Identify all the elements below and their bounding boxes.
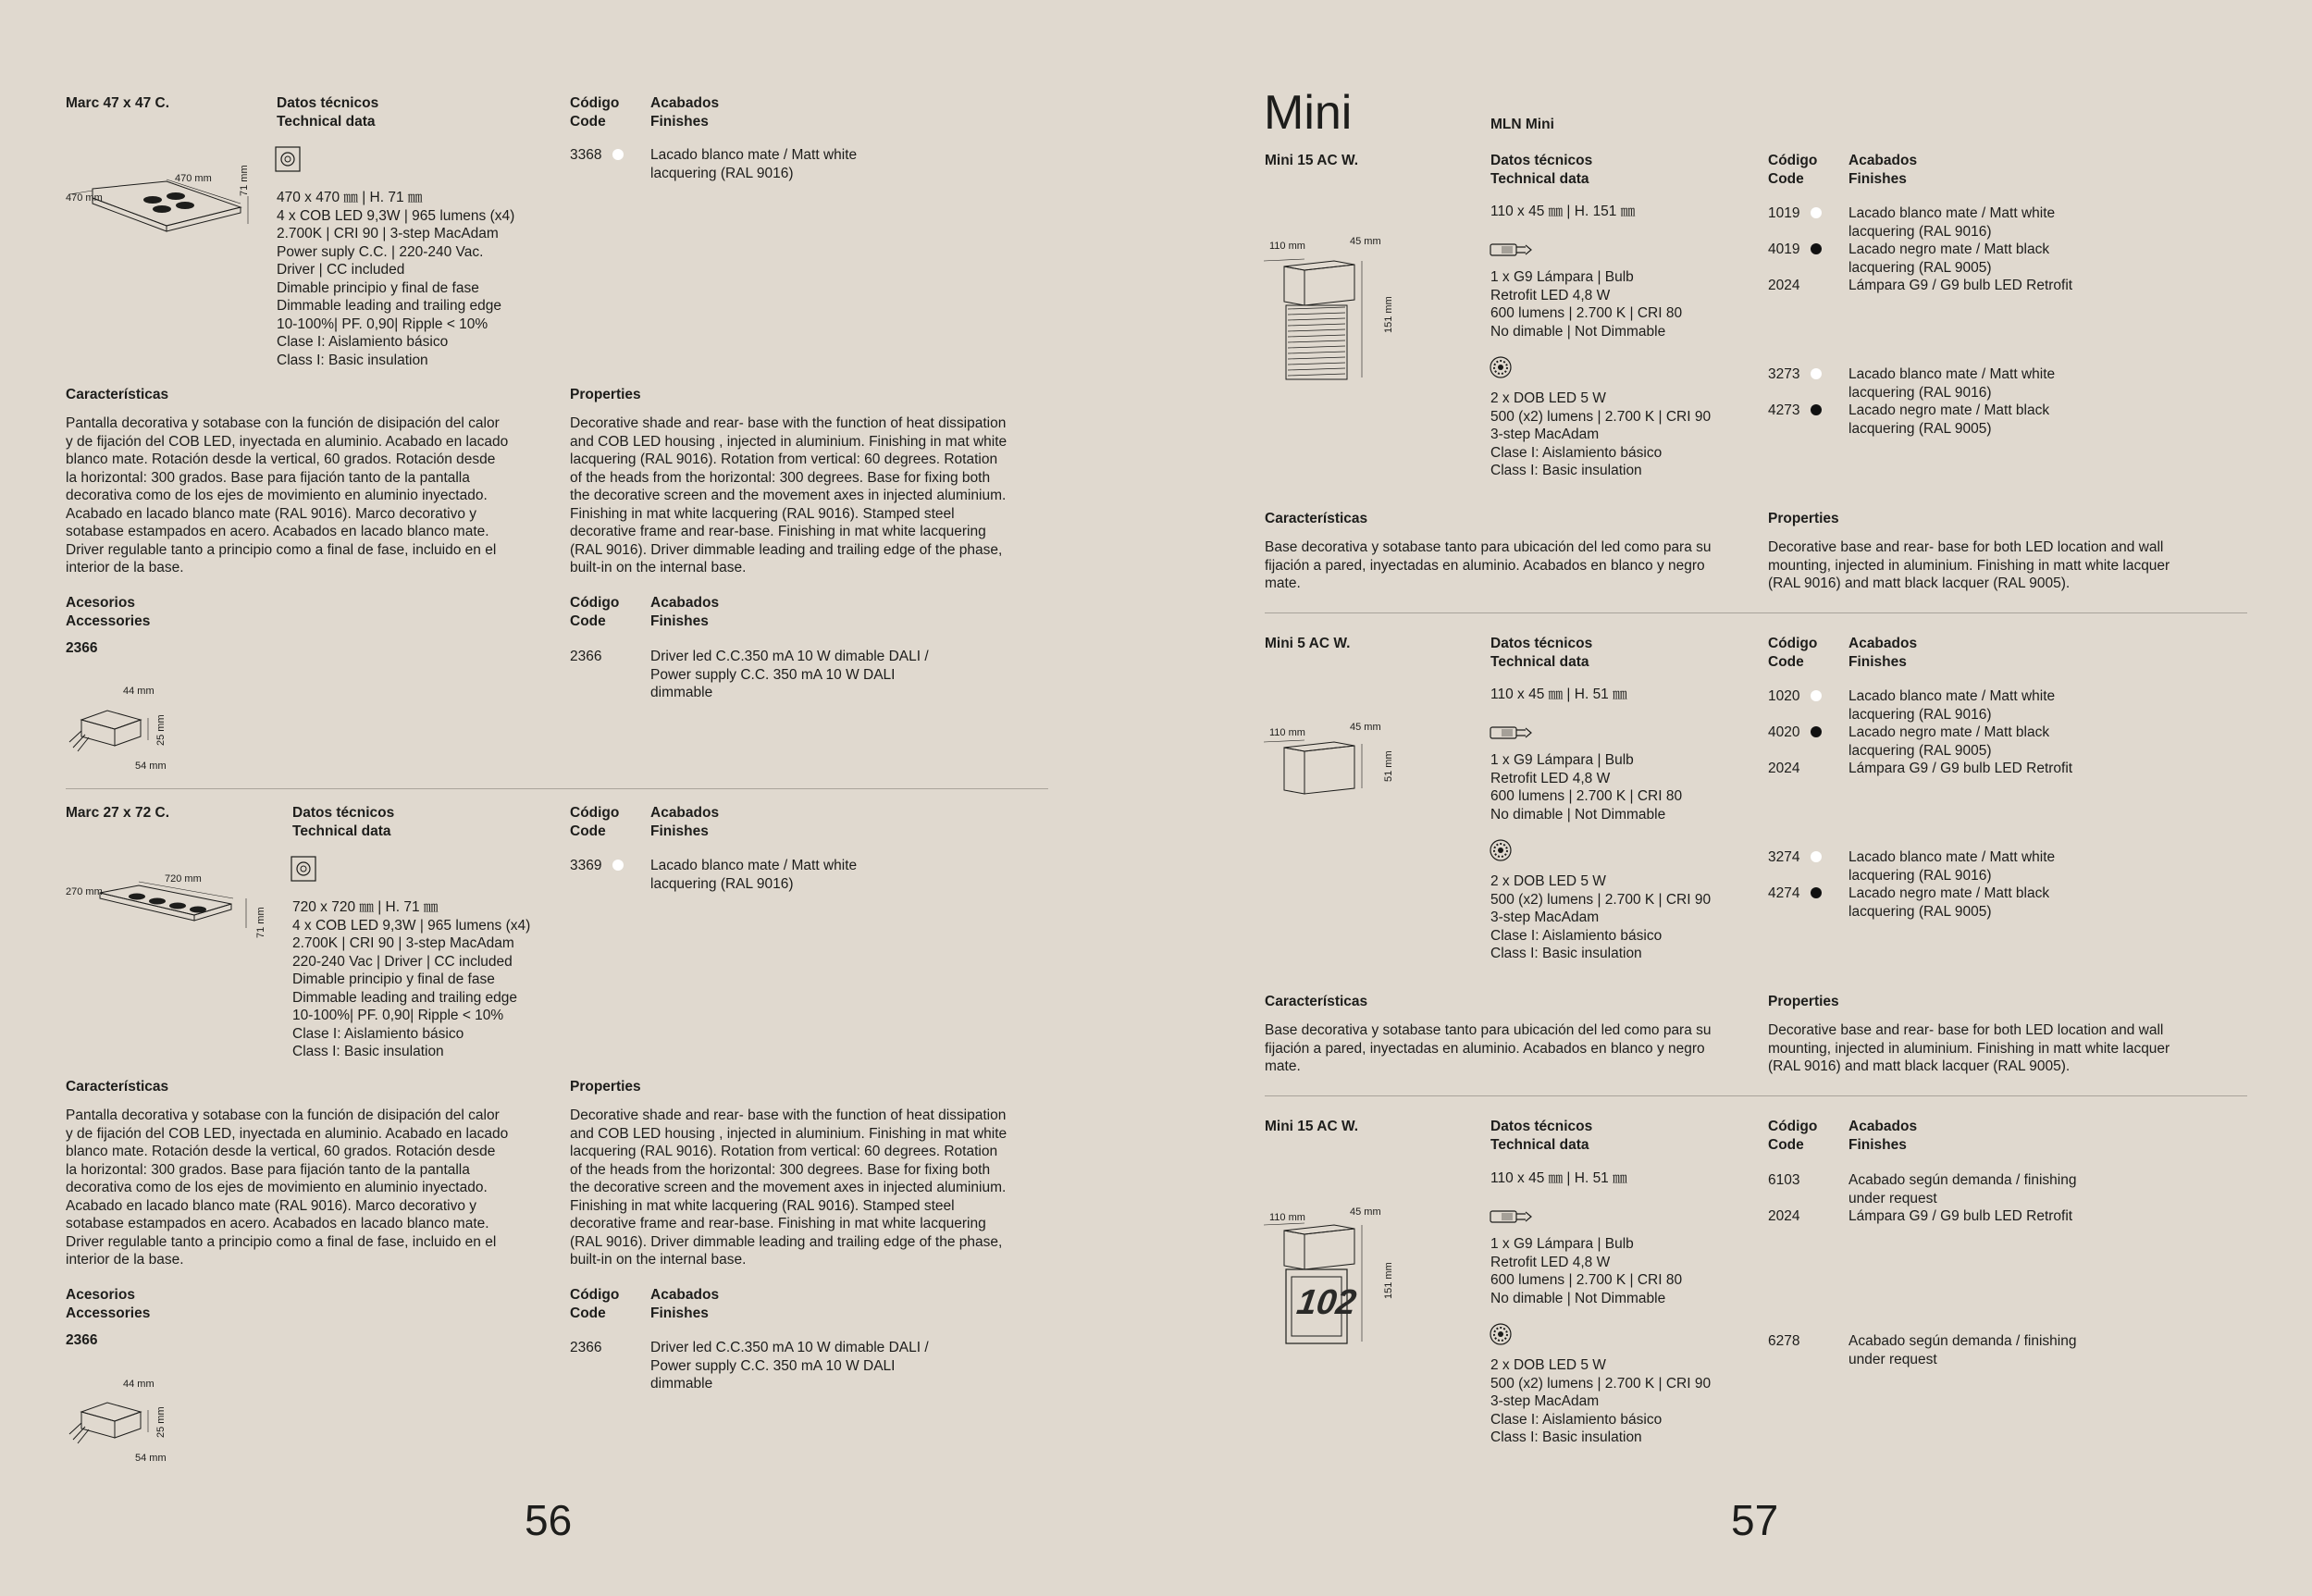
product-name: Mini 15 AC W.	[1265, 1119, 1359, 1134]
dim-label: 110 mm	[1269, 241, 1305, 252]
characteristics-text: Pantalla decorativa y sotabase con la función de disipación del calor y de fijación del COB LED, inyectada en aluminio. Acabado en lacado blanco mate. Rotación desde la vertical, 60 grados. Rotación desde la horizontal: 300 grados. Base para fijación tanto de la pantalla decorativa como de los ejes de movimiento en aluminio inyectado. Acabado en lacado blanco mate (RAL 9016). Marco decorativo y sotabase estampados en acero. Acabados en lacado blanco mate. Driver regulable tanto a principio como a final de fase, incluido en el interior de la base.	[66, 415, 509, 575]
white-dot-icon	[1811, 368, 1822, 379]
black-dot-icon	[1811, 243, 1822, 254]
code-value: 4274	[1768, 885, 1800, 901]
bulb-text: 1 x G9 Lámpara | Bulb Retrofit LED 4,8 W 600 lumens | 2.700 K | CRI 80 No dimable | Not Dimmable	[1490, 1236, 1683, 1306]
code-value: 3273	[1768, 366, 1800, 382]
white-dot-icon	[1811, 207, 1822, 218]
properties-text: Decorative shade and rear- base with the function of heat dissipation and COB LED housing , injected in aluminium. Finishing in mat white lacquering (RAL 9016). Rotation from vertical: 60 degrees. Rotation of the heads from the horizontal: 300 degrees. Base for fixing both the decorative screen and the movement axes in injected aluminium. Finishing in mat white lacquering (RAL 9016). Stamped steel decorative frame and rear-base. Finishing in mat white lacquering (RAL 9016). Driver dimmable leading and trailing edge of the phase, built-in on the internal base.	[570, 1107, 1008, 1268]
product-name: Mini 15 AC W.	[1265, 153, 1359, 168]
g9-bulb-icon	[1489, 722, 1535, 744]
dim-label: 71 mm	[239, 165, 250, 196]
code-heading: Código Code	[1768, 636, 1818, 670]
mini-5-drawing	[1264, 727, 1403, 801]
tech-data-text: 720 x 720 ㎜ | H. 71 ㎜ 4 x COB LED 9,3W | 965 lumens (x4) 2.700K | CRI 90 | 3-step MacAdam 220-240 Vac | Driver | CC included Dimable principio y final de fase Dimmable leading and trailing edge 10-100%| PF. 0,90| Ripple < 10% Clase I: Aislamiento básico Class I: Basic insulation	[292, 899, 531, 1059]
code-heading: Código Code	[570, 595, 620, 629]
page-number: 56	[525, 1496, 573, 1544]
dimensions: 110 x 45 ㎜ | H. 151 ㎜	[1490, 204, 1636, 219]
driver-drawing	[65, 694, 167, 768]
tech-data-heading: Datos técnicos Technical data	[1490, 1119, 1593, 1153]
finish-text: Lámpara G9 / G9 bulb LED Retrofit	[1848, 278, 2073, 293]
code-value: 3368	[570, 147, 602, 163]
code-value: 2024	[1768, 278, 1800, 293]
finish-text: Driver led C.C.350 mA 10 W dimable DALI / Power supply C.C. 350 mA 10 W DALI dimmable	[650, 649, 929, 700]
finishes-heading: Acabados Finishes	[650, 805, 720, 839]
white-dot-icon	[612, 860, 624, 871]
code-value: 2024	[1768, 1208, 1800, 1224]
finishes-heading: Acabados Finishes	[650, 1287, 720, 1321]
accessory-code: 2366	[66, 640, 98, 656]
white-dot-icon	[1811, 851, 1822, 862]
product-name: Marc 47 x 47 C.	[66, 95, 170, 111]
tech-data-heading: Datos técnicos Technical data	[292, 805, 395, 839]
recessed-frame-icon	[275, 146, 301, 172]
dim-label: 110 mm	[1269, 727, 1305, 738]
properties-heading: Properties	[570, 387, 641, 402]
bulb-text: 1 x G9 Lámpara | Bulb Retrofit LED 4,8 W 600 lumens | 2.700 K | CRI 80 No dimable | Not Dimmable	[1490, 269, 1683, 340]
code-value: 6103	[1768, 1172, 1800, 1188]
finish-text: Lacado blanco mate / Matt white lacquering (RAL 9016)	[1848, 849, 2056, 884]
led-text: 2 x DOB LED 5 W 500 (x2) lumens | 2.700 K | CRI 90 3-step MacAdam Clase I: Aislamiento básico Class I: Basic insulation	[1490, 390, 1712, 478]
g9-bulb-icon	[1489, 239, 1535, 261]
dim-label: 71 mm	[255, 907, 266, 938]
dimensions: 110 x 45 ㎜ | H. 51 ㎜	[1490, 687, 1627, 702]
code-heading: Código Code	[570, 95, 620, 130]
finish-text: Lacado blanco mate / Matt white lacquering (RAL 9016)	[1848, 205, 2056, 240]
black-dot-icon	[1811, 887, 1822, 898]
finish-text: Lacado negro mate / Matt black lacquering (RAL 9005)	[1848, 241, 2050, 276]
dim-label: 44 mm	[123, 1379, 155, 1390]
product-name: Marc 27 x 72 C.	[66, 805, 170, 821]
finish-text: Lacado negro mate / Matt black lacquering (RAL 9005)	[1848, 724, 2050, 759]
properties-text: Decorative base and rear- base for both LED location and wall mounting, injected in aluminium. Finishing in matt white lacquer (RAL 9016) and matt black lacquer (RAL 9005).	[1768, 1022, 2170, 1074]
led-text: 2 x DOB LED 5 W 500 (x2) lumens | 2.700 K | CRI 90 3-step MacAdam Clase I: Aislamiento básico Class I: Basic insulation	[1490, 873, 1712, 961]
led-chip-icon	[1489, 1322, 1513, 1346]
recessed-frame-icon	[291, 856, 316, 882]
tech-data-heading: Datos técnicos Technical data	[1490, 636, 1593, 670]
finishes-heading: Acabados Finishes	[1848, 1119, 1918, 1153]
black-dot-icon	[1811, 726, 1822, 737]
house-number: 102	[1294, 1283, 1359, 1322]
properties-text: Decorative base and rear- base for both LED location and wall mounting, injected in aluminium. Finishing in matt white lacquer (RAL 9016) and matt black lacquer (RAL 9005).	[1768, 539, 2170, 591]
g9-bulb-icon	[1489, 1206, 1535, 1228]
properties-heading: Properties	[570, 1079, 641, 1095]
code-value: 6278	[1768, 1333, 1800, 1349]
finishes-heading: Acabados Finishes	[650, 95, 720, 130]
dim-label: 54 mm	[135, 1453, 167, 1464]
code-value: 2366	[570, 1340, 602, 1355]
finish-text: Lámpara G9 / G9 bulb LED Retrofit	[1848, 1208, 2073, 1224]
finishes-heading: Acabados Finishes	[1848, 636, 1918, 670]
section-divider	[66, 788, 1048, 789]
finish-text: Lámpara G9 / G9 bulb LED Retrofit	[1848, 761, 2073, 776]
product-name: Mini 5 AC W.	[1265, 636, 1351, 651]
tech-data-text: 470 x 470 ㎜ | H. 71 ㎜ 4 x COB LED 9,3W | 965 lumens (x4) 2.700K | CRI 90 | 3-step MacAdam Power suply C.C. | 220-240 Vac. Driver | CC included Dimable principio y final de fase Dimmable leading and trailing edge 10-100%| PF. 0,90| Ripple < 10% Clase I: Aislamiento básico Class I: Basic insulation	[277, 190, 515, 368]
code-value: 1019	[1768, 205, 1800, 221]
finish-text: Lacado blanco mate / Matt white lacquering (RAL 9016)	[650, 147, 858, 181]
characteristics-text: Pantalla decorativa y sotabase con la función de disipación del calor y de fijación del COB LED, inyectada en aluminio. Acabado en lacado blanco mate. Rotación desde la vertical, 60 grados. Rotación desde la horizontal: 300 grados. Base para fijación tanto de la pantalla decorativa como de los ejes de movimiento en aluminio inyectado. Acabado en lacado blanco mate (RAL 9016). Marco decorativo y sotabase estampados en acero. Acabados en lacado blanco mate. Driver regulable tanto a principio como a final de fase, incluido en el interior de la base.	[66, 1107, 509, 1268]
finishes-heading: Acabados Finishes	[1848, 153, 1918, 187]
mini-15-drawing	[1264, 248, 1403, 396]
dim-label: 270 mm	[66, 886, 103, 897]
dim-label: 25 mm	[155, 1406, 167, 1438]
finish-text: Driver led C.C.350 mA 10 W dimable DALI / Power supply C.C. 350 mA 10 W DALI dimmable	[650, 1340, 929, 1392]
dim-label: 44 mm	[123, 686, 155, 697]
code-value: 4019	[1768, 241, 1800, 257]
section-divider	[1265, 1095, 2247, 1096]
finish-text: Lacado blanco mate / Matt white lacquering (RAL 9016)	[650, 858, 858, 892]
dimensions: 110 x 45 ㎜ | H. 51 ㎜	[1490, 1170, 1627, 1186]
characteristics-heading: Características	[1265, 994, 1368, 1009]
dim-label: 45 mm	[1350, 722, 1381, 733]
dim-label: 54 mm	[135, 761, 167, 772]
driver-drawing	[65, 1386, 167, 1460]
code-heading: Código Code	[570, 805, 620, 839]
properties-heading: Properties	[1768, 511, 1839, 526]
finish-text: Acabado según demanda / finishing under request	[1848, 1333, 2077, 1367]
marc-47-drawing	[65, 170, 259, 244]
bulb-text: 1 x G9 Lámpara | Bulb Retrofit LED 4,8 W 600 lumens | 2.700 K | CRI 80 No dimable | Not Dimmable	[1490, 752, 1683, 823]
black-dot-icon	[1811, 404, 1822, 415]
accessory-code: 2366	[66, 1332, 98, 1348]
dim-label: 151 mm	[1383, 296, 1394, 333]
finish-text: Acabado según demanda / finishing under request	[1848, 1172, 2077, 1206]
characteristics-heading: Características	[1265, 511, 1368, 526]
page-subtitle: MLN Mini	[1490, 117, 1554, 132]
dim-label: 470 mm	[175, 173, 212, 184]
dim-label: 45 mm	[1350, 236, 1381, 247]
finish-text: Lacado blanco mate / Matt white lacquering (RAL 9016)	[1848, 366, 2056, 401]
code-heading: Código Code	[1768, 153, 1818, 187]
code-value: 4020	[1768, 724, 1800, 740]
white-dot-icon	[612, 149, 624, 160]
section-divider	[1265, 612, 2247, 613]
led-chip-icon	[1489, 355, 1513, 379]
led-chip-icon	[1489, 838, 1513, 862]
finish-text: Lacado blanco mate / Matt white lacquering (RAL 9016)	[1848, 688, 2056, 723]
accessories-heading: Acesorios Accessories	[66, 1287, 151, 1321]
led-text: 2 x DOB LED 5 W 500 (x2) lumens | 2.700 K | CRI 90 3-step MacAdam Clase I: Aislamiento básico Class I: Basic insulation	[1490, 1357, 1712, 1445]
code-value: 3274	[1768, 849, 1800, 865]
page-number: 57	[1731, 1496, 1779, 1544]
code-value: 4273	[1768, 402, 1800, 418]
code-value: 2024	[1768, 761, 1800, 776]
code-heading: Código Code	[570, 1287, 620, 1321]
accessories-heading: Acesorios Accessories	[66, 595, 151, 629]
dim-label: 45 mm	[1350, 1206, 1381, 1218]
code-value: 3369	[570, 858, 602, 873]
finishes-heading: Acabados Finishes	[650, 595, 720, 629]
finish-text: Lacado negro mate / Matt black lacquering (RAL 9005)	[1848, 885, 2050, 920]
characteristics-text: Base decorativa y sotabase tanto para ubicación del led como para su fijación a pared, inyectadas en aluminio. Acabados en blanco y negro mate.	[1265, 1022, 1712, 1074]
dim-label: 25 mm	[155, 714, 167, 746]
marc-27-drawing	[65, 874, 259, 939]
code-value: 2366	[570, 649, 602, 664]
dim-label: 470 mm	[66, 192, 103, 204]
code-value: 1020	[1768, 688, 1800, 704]
characteristics-heading: Características	[66, 1079, 169, 1095]
dim-label: 110 mm	[1269, 1212, 1305, 1223]
properties-text: Decorative shade and rear- base with the function of heat dissipation and COB LED housing , injected in aluminium. Finishing in mat white lacquering (RAL 9016). Rotation from vertical: 60 degrees. Rotation of the heads from the horizontal: 300 degrees. Base for fixing both the decorative screen and the movement axes in injected aluminium. Finishing in mat white lacquering (RAL 9016). Stamped steel decorative frame and rear-base. Finishing in mat white lacquering (RAL 9016). Driver dimmable leading and trailing edge of the phase, built-in on the internal base.	[570, 415, 1008, 575]
properties-heading: Properties	[1768, 994, 1839, 1009]
tech-data-heading: Datos técnicos Technical data	[277, 95, 379, 130]
page-title: Mini	[1264, 86, 1353, 140]
code-heading: Código Code	[1768, 1119, 1818, 1153]
characteristics-heading: Características	[66, 387, 169, 402]
white-dot-icon	[1811, 690, 1822, 701]
finish-text: Lacado negro mate / Matt black lacquering (RAL 9005)	[1848, 402, 2050, 437]
tech-data-heading: Datos técnicos Technical data	[1490, 153, 1593, 187]
dim-label: 720 mm	[165, 873, 202, 885]
characteristics-text: Base decorativa y sotabase tanto para ubicación del led como para su fijación a pared, inyectadas en aluminio. Acabados en blanco y negro mate.	[1265, 539, 1712, 591]
dim-label: 151 mm	[1383, 1262, 1394, 1299]
dim-label: 51 mm	[1383, 750, 1394, 782]
